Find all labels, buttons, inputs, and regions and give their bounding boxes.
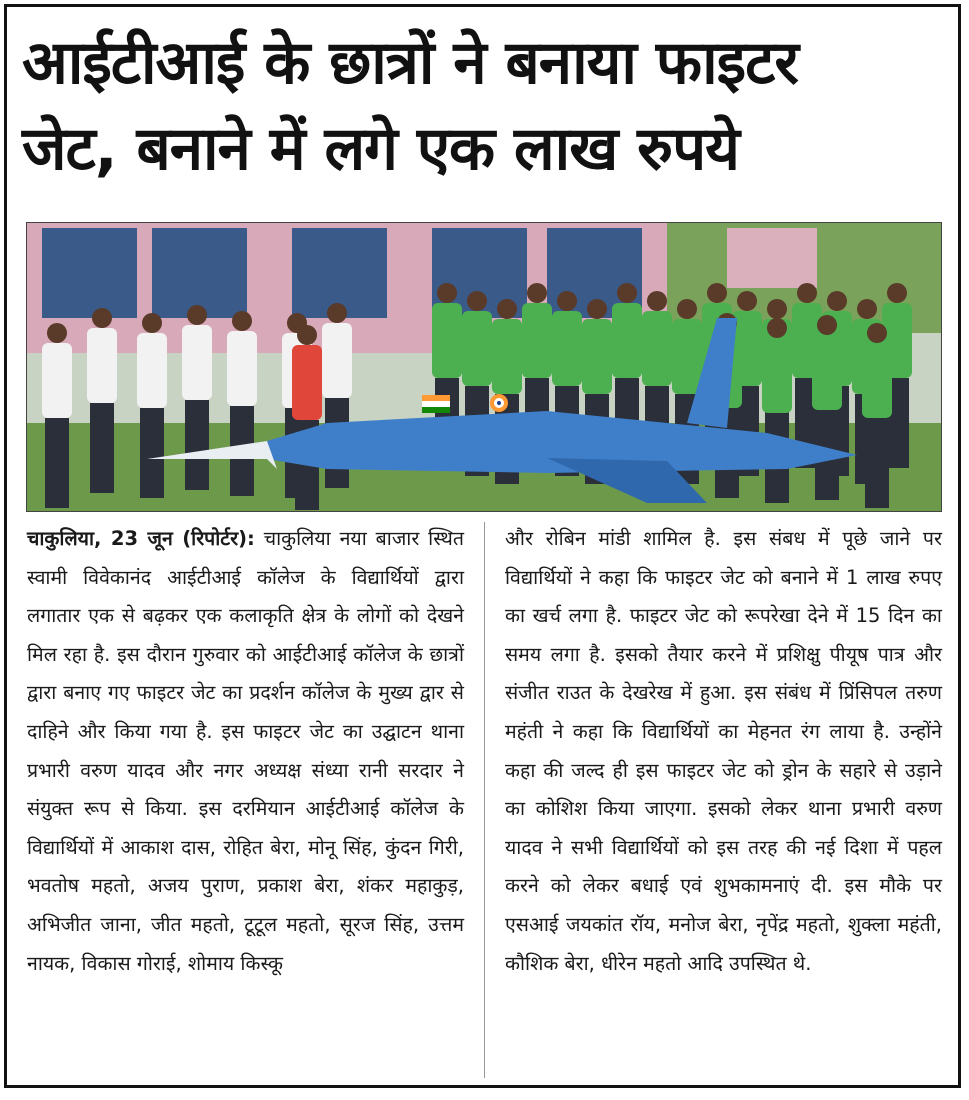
headline [22,20,947,192]
article-column-1 [27,520,464,983]
article-column-2 [505,520,942,983]
person [862,323,892,508]
photo-illustration [27,223,942,512]
person [762,318,792,503]
window [152,228,247,318]
column-divider [484,522,485,1078]
article-text-col1: चाकुलिया नया बाजार स्थित स्वामी विवेकानंद आईटीआई कॉलेज के विद्यार्थियों द्वारा लगातार एक से बढ़कर एक कलाकृति क्षेत्र के लोगों को देखने मिल रहा है. इस दौरान गुरुवार को आईटीआई कॉलेज के छात्रों द्वारा बनाए गए फाइटर जेट का प्रदर्शन कॉलेज के मुख्य द्वार से दाहिने और किया गया है. इस फाइटर जेट का उद्घाटन थाना प्रभारी वरुण यादव और नगर अध्यक्ष संध्या रानी सरदार ने संयुक्त रूप से किया. इस दरमियान आईटीआई कॉलेज के विद्यार्थियों में आकाश दास, रोहित बेरा, मोनू सिंह, कुंदन गिरी, भवतोष महतो, अजय पुराण, प्रकाश बेरा, शंकर महाकुड़, अभिजीत जाना, जीत महतो, टूटूल महतो, सूरज सिंह, उत्तम नायक, विकास गोराई, शोमाय किस्कू [27,527,464,975]
far-building [727,228,817,288]
person [227,311,257,496]
person [137,313,167,498]
person [812,315,842,500]
news-photo [26,222,942,512]
person [292,325,322,510]
article-text-col2: और रोबिन मांडी शामिल है. इस संबध में पूछे जाने पर विद्यार्थियों ने कहा कि फाइटर जेट को बनाने में 1 लाख रुपए का खर्च लगा है. फाइटर जेट को रूपरेखा देने में 15 दिन का समय लगा है. इसको तैयार करने में प्रशिक्षु पीयूष पात्र और संजीत राउत के देखरेख में हुआ. इस संबंध में प्रिंसिपल तरुण महंती ने कहा कि विद्यार्थियों का मेहनत रंग लाया है. उन्होंने कहा की जल्द ही इस फाइटर जेट को ड्रोन के सहारे से उड़ाने का कोशिश किया जाएगा. इसको लेकर थाना प्रभारी वरुण यादव ने सभी विद्यार्थियों को इस तरह की नई दिशा में पहल करने को लेकर बधाई एवं शुभकामनाएं दी. इस मौके पर एसआई जयकांत रॉय, मनोज बेरा, नृपेंद्र महतो, शुक्ला महंती, कौशिक बेरा, धीरेन महतो आदि उपस्थित थे. [505,527,942,975]
headline-line-1: आईटीआई के छात्रों ने बनाया फाइटर [22,28,798,98]
person [182,305,212,490]
dateline: चाकुलिया, 23 जून (रिपोर्टर): [27,527,255,550]
headline-line-2: जेट, बनाने में लगे एक लाख रुपये [22,114,739,184]
window [42,228,137,318]
person [42,323,72,508]
person [87,308,117,493]
